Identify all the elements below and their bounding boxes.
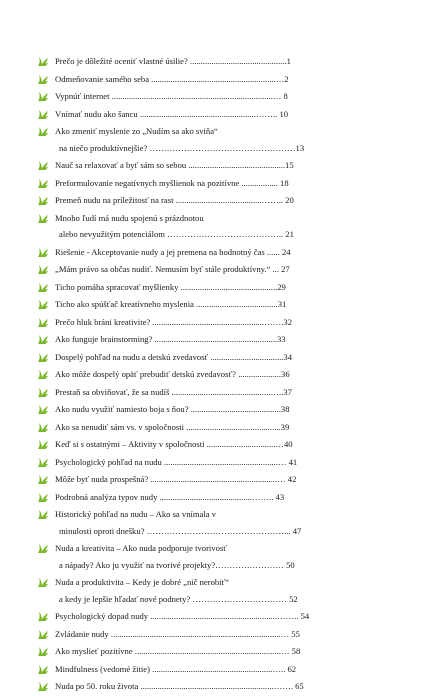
toc-entry-title: Prestaň sa obviňovať, že sa nudíš ..............................................…..37 [55, 386, 292, 397]
toc-entry-title: Nuda po 50. roku života ..............................................................……. 65 [55, 681, 304, 691]
toc-entry-title: Ticho pomáha spracovať myšlienky .............................................29 [55, 281, 286, 292]
toc-entry[interactable] [37, 210, 337, 244]
toc-entry-title: Ticho ako spúšťač kreatívneho myslenia ......................................31 [55, 299, 287, 309]
toc-entry-title-continuation: a kedy je lepšie hľadať nové podnety? …………………………… 52 [59, 593, 298, 604]
grass-sprout-icon [37, 680, 49, 692]
grass-sprout-icon [37, 55, 49, 67]
toc-entry-title: Riešenie - Akceptovanie nudy a jej premena na hodnotný čas ...... 24 [55, 246, 291, 257]
table-of-contents [37, 53, 337, 696]
toc-entry[interactable] [37, 366, 337, 384]
toc-entry-title: Podrobná analýza typov nudy ...........................................…….. 43 [55, 491, 285, 502]
toc-entry-title: Prečo hluk bráni kreativite? ....................................................…….32 [55, 316, 293, 327]
grass-sprout-icon [37, 316, 49, 328]
toc-entry-title: Preformulovanie negatívnych myšlienok na pozitívne ................. 18 [55, 177, 289, 188]
grass-sprout-icon [37, 246, 49, 258]
toc-entry-title: Psychologický dopad nudy ...........................................................…….. 54 [55, 611, 310, 621]
grass-sprout-icon [37, 645, 49, 657]
toc-entry[interactable] [37, 384, 337, 402]
grass-sprout-icon [37, 491, 49, 503]
toc-entry[interactable] [37, 331, 337, 349]
grass-sprout-icon [37, 610, 49, 622]
toc-entry[interactable] [37, 53, 337, 71]
toc-entry[interactable] [37, 261, 337, 279]
grass-sprout-icon [37, 473, 49, 485]
toc-entry-title-continuation: alebo nevyužitým potenciálom ………………………………….. 21 [59, 229, 294, 239]
grass-sprout-icon [37, 159, 49, 171]
toc-entry[interactable] [37, 88, 337, 106]
toc-entry-title: Odmeňovanie samého seba ..........................................................…2 [55, 73, 289, 84]
grass-sprout-icon [37, 421, 49, 433]
toc-entry[interactable] [37, 419, 337, 437]
grass-sprout-icon [37, 663, 49, 675]
toc-entry-title: Dospelý pohľad na nudu a detskú zvedavosť ..................................34 [55, 351, 293, 362]
grass-sprout-icon [37, 125, 49, 137]
toc-entry[interactable] [37, 436, 337, 454]
toc-entry[interactable] [37, 192, 337, 210]
toc-entry[interactable] [37, 157, 337, 175]
toc-entry[interactable] [37, 454, 337, 472]
grass-sprout-icon [37, 368, 49, 380]
toc-entry[interactable] [37, 401, 337, 419]
toc-entry[interactable] [37, 349, 337, 367]
toc-entry-title: Mindfulness (vedomé žitie) ........................................................….. 62 [55, 663, 297, 674]
grass-sprout-icon [37, 108, 49, 120]
toc-entry-title: Nauč sa relaxovať a byť sám so sebou .............................................15 [55, 160, 294, 170]
toc-entry[interactable] [37, 471, 337, 489]
grass-sprout-icon [37, 403, 49, 415]
toc-entry[interactable] [37, 661, 337, 679]
toc-entry-title-continuation: minulosti oproti dnešku? …………………………………………... 47 [59, 525, 302, 536]
toc-entry[interactable] [37, 489, 337, 507]
toc-entry-title: Psychologický pohľad na nudu .....................................................… 41 [55, 456, 298, 467]
toc-entry-title: Premeň nudu na príležitosť na rast ........................................…….. 20 [55, 195, 294, 205]
toc-entry-title-continuation: a nápady? Ako ju využiť na tvorivé projekty?…………………… 50 [59, 559, 295, 570]
toc-entry-title: Ako myslieť pozitívne ....................................................................… 58 [55, 646, 301, 656]
toc-entry-title: Ako sa nenudiť sám vs. v spoločnosti ............................................39 [55, 421, 290, 432]
grass-sprout-icon [37, 263, 49, 275]
grass-sprout-icon [37, 508, 49, 520]
grass-sprout-icon [37, 177, 49, 189]
toc-entry-title: Môže byť nuda prospešná? ...........................................................… 42 [55, 474, 297, 484]
toc-entry-title: Vnímať nudu ako šancu ......................................................…….. 10 [55, 108, 289, 119]
toc-entry[interactable] [37, 71, 337, 89]
toc-entry-title: Zvládanie nudy ...............................................................................… 55 [55, 628, 300, 639]
grass-sprout-icon [37, 90, 49, 102]
toc-entry-title: Ako môže dospelý opäť prebudiť detskú zvedavosť? ....................36 [55, 369, 290, 379]
toc-entry-title: Historický pohľad na nudu – Ako sa vnímala v [55, 509, 217, 519]
toc-entry[interactable] [37, 506, 337, 540]
toc-entry[interactable] [37, 123, 337, 157]
grass-sprout-icon [37, 438, 49, 450]
toc-entry[interactable] [37, 175, 337, 193]
grass-sprout-icon [37, 194, 49, 206]
toc-entry[interactable] [37, 540, 337, 574]
grass-sprout-icon [37, 456, 49, 468]
toc-entry[interactable] [37, 643, 337, 661]
grass-sprout-icon [37, 386, 49, 398]
toc-entry[interactable] [37, 279, 337, 297]
toc-entry[interactable] [37, 678, 337, 696]
toc-entry-title: Vypnúť internet ...........................................................................… 8 [55, 91, 288, 101]
toc-entry-title: „Mám právo sa občas nudiť. Nemusím byť stále produktívny.“ ... 27 [55, 264, 290, 274]
grass-sprout-icon [37, 212, 49, 224]
toc-entry-title: Ako funguje brainstorming? .........................................................33 [55, 334, 286, 344]
grass-sprout-icon [37, 298, 49, 310]
toc-entry-title: Prečo je dôležité oceniť vlastné úsilie? .............................................1 [55, 56, 291, 66]
toc-entry-title: Mnoho ľudí má nudu spojenú s prázdnotou [55, 212, 204, 223]
toc-entry-title: Keď si s ostatnými – Aktivity v spoločnosti ................................…40 [55, 439, 293, 449]
grass-sprout-icon [37, 333, 49, 345]
grass-sprout-icon [37, 351, 49, 363]
toc-entry[interactable] [37, 244, 337, 262]
toc-entry[interactable] [37, 296, 337, 314]
toc-entry[interactable] [37, 106, 337, 124]
grass-sprout-icon [37, 628, 49, 640]
toc-entry-title: Ako zmeniť myslenie zo „Nudím sa ako sviňa“ [55, 126, 218, 136]
toc-entry[interactable] [37, 574, 337, 608]
grass-sprout-icon [37, 73, 49, 85]
grass-sprout-icon [37, 281, 49, 293]
toc-entry[interactable] [37, 608, 337, 626]
toc-entry-title: Nuda a produktivita – Kedy je dobré „nič nerobiť“ [55, 577, 230, 587]
grass-sprout-icon [37, 542, 49, 554]
toc-entry-title: Ako nudu využiť namiesto boja s ňou? ..........................................38 [55, 404, 290, 414]
toc-entry-title-continuation: na niečo produktívnejšie? ……………………………………………13 [59, 142, 305, 153]
toc-entry-title: Nuda a kreativita – Ako nuda podporuje tvorivosť [55, 543, 227, 553]
grass-sprout-icon [37, 576, 49, 588]
toc-entry[interactable] [37, 626, 337, 644]
toc-entry[interactable] [37, 314, 337, 332]
